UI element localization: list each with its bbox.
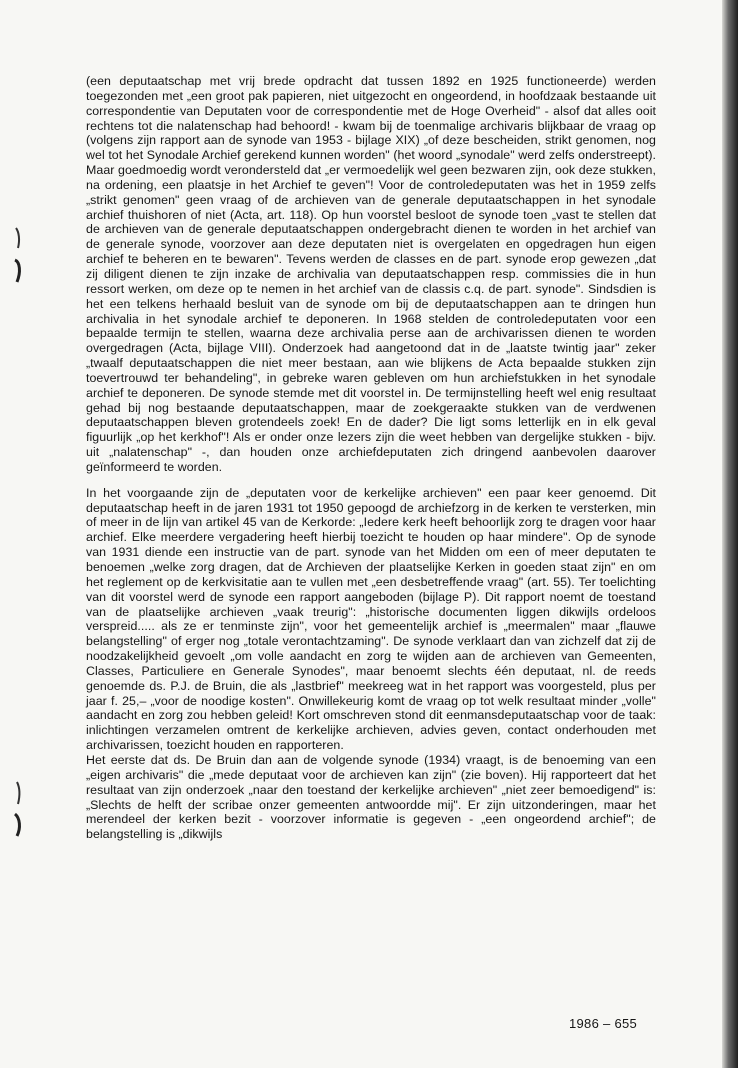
binding-hole-mark [12, 226, 24, 286]
paragraph-de-bruin-report: Het eerste dat ds. De Bruin dan aan de volgende synode (1934) vraagt, is de benoeming van een „eigen archivaris" die „mede deputaat voor de archieven kan zijn" (zie boven). Hij rapporteert dat het resultaat van zijn onderzoek „naar den toestand der kerkelijke archieven" „niet zeer bemoedigend" is: „Slechts de helft der scribae onzer gemeenten antwoordde mij". Er zijn uitzonderingen, maar het merendeel der kerken bezit - voorzover informatie is gegeven - „een ongeordend archief"; de belangstelling is „dikwijls [86, 752, 656, 842]
page-number: 1986 – 655 [569, 1016, 638, 1031]
paragraph-archives-deputations: (een deputaatschap met vrij brede opdracht dat tussen 1892 en 1925 functioneerde) werden toegezonden met „een groot pak papieren, niet uitgezocht en ongeordend, in hoofdzaak bestaande uit correspondentie van Deputaten voor de correspondentie met de Hoge Overheid" - alsof dat alles ooit rechtens tot die nalatenschap had behoord! - kwam bij de toenmalige archivaris blijkbaar de vraag op (volgens zijn rapport aan de synode van 1953 - bijlage XIX) „of deze bescheiden, strikt genomen, nog wel tot het Synodale Archief gerekend kunnen worden" (het woord „synodale" werd zelfs onderstreept). Maar goedmoedig wordt verondersteld dat „er vermoedelijk wel geen bezwaren zijn, ook deze stukken, na ordening, een plaatsje in het Archief te geven"! Voor de controledeputaten was het in 1959 zelfs „strikt genomen" geen vraag of de archieven van de generale deputaatschappen in het synodale archief thuishoren of niet (Acta, art. 118). Op hun voorstel besloot de synode toen „vast te stellen dat de archieven van de generale deputaatschappen ondergebracht dienen te worden in het archief van de generale synode, voorzover aan deze deputaten niet is overgelaten en opgedragen hun eigen archief te beheren en te bewaren". Tevens werden de classes en de part. synode erop gewezen „dat zij diligent dienen te zijn inzake de archivalia van deputaatschappen resp. commissies die in hun ressort werken, om deze op te nemen in het archief van de classis c.q. de part. synode". Sindsdien is het een telkens herhaald besluit van de synode om bij de deputaatschappen aan te dringen hun archivalia in het synodale archief te deponeren. In 1968 stelden de controledeputaten voor een bepaalde termijn te stellen, waarna deze archivalia perse aan de archivarissen dienen te worden overgedragen (Acta, bijlage VIII). Onderzoek had aangetoond dat in de „laatste twintig jaar" zeker „twaalf deputaatschappen die niet meer bestaan, aan wie blijkens de Acta bepaalde stukken zijn toevertrouwd ter behandeling", in gebreke waren gebleven om hun archiefstukken in het synodale archief te deponeren. De synode stemde met dit voorstel in. De termijnstelling heeft wel enig resultaat gehad bij nog bestaande deputaatschappen, maar de zoekgeraakte stukken van de verdwenen deputaatschappen bleven grotendeels zoek! En de dader? Die ligt soms letterlijk en in elk geval figuurlijk „op het kerkhof"! Als er onder onze lezers zijn die weet hebben van dergelijke stukken - bijv. uit „nalatenschap" -, dan houden onze archiefdeputaten zich dringend aanbevolen daarover geïnformeerd te worden. [86, 74, 656, 474]
body-text-column [86, 74, 656, 842]
page-edge-shadow [722, 0, 738, 1068]
paragraph-church-archives-deputies: In het voorgaande zijn de „deputaten voor de kerkelijke archieven" een paar keer genoemd. Dit deputaatschap heeft in de jaren 1931 tot 1950 gepoogd de archiefzorg in de kerken te versterken, min of meer in de lijn van artikel 45 van de Kerkorde: „Iedere kerk heeft behoorlijk zorg te dragen voor haar archief. Elke meerdere vergadering heeft hierbij toezicht te houden op haar mindere". Op de synode van 1931 diende een instructie van de part. synode van het Midden om een of meer deputaten te benoemen „welke zorg dragen, dat de Archieven der plaatselijke Kerken in goeden staat zijn" en om het reglement op de kerkvisitatie aan te vullen met „een desbetreffende vraag" (art. 55). Ter toelichting van dit voorstel werd de synode een rapport aangeboden (bijlage P). Dit rapport noemt de toestand van de plaatselijke archieven „vaak treurig": „historische documenten liggen dikwijls ordeloos verspreid..... als ze er tenminste zijn", voor het gemeentelijk archief is „meermalen" maar „flauwe belangstelling" of erger nog „totale verontachtzaming". De synode verklaart dan van zichzelf dat zij de noodzakelijkheid gevoelt „om volle aandacht en zorg te wijden aan de archieven van Gemeenten, Classes, Particuliere en Generale Synodes", maar benoemt slechts één deputaat, nl. de reeds genoemde ds. P.J. de Bruin, die als „lastbrief" meekreeg wat in het rapport was voorgesteld, plus per jaar f. 25,– „voor de noodige kosten". Onwillekeurig komt de vraag op tot welk resultaat minder „volle" aandacht en zorg zou hebben geleid! Kort omschreven stond dit eenmansdeputaatschap voor de taak: inlichtingen verzamelen omtrent de kerkelijke archieven, advies geven, contact onderhouden met archivarissen, toezicht houden en rapporteren. [86, 485, 656, 753]
binding-hole-mark [12, 780, 24, 840]
